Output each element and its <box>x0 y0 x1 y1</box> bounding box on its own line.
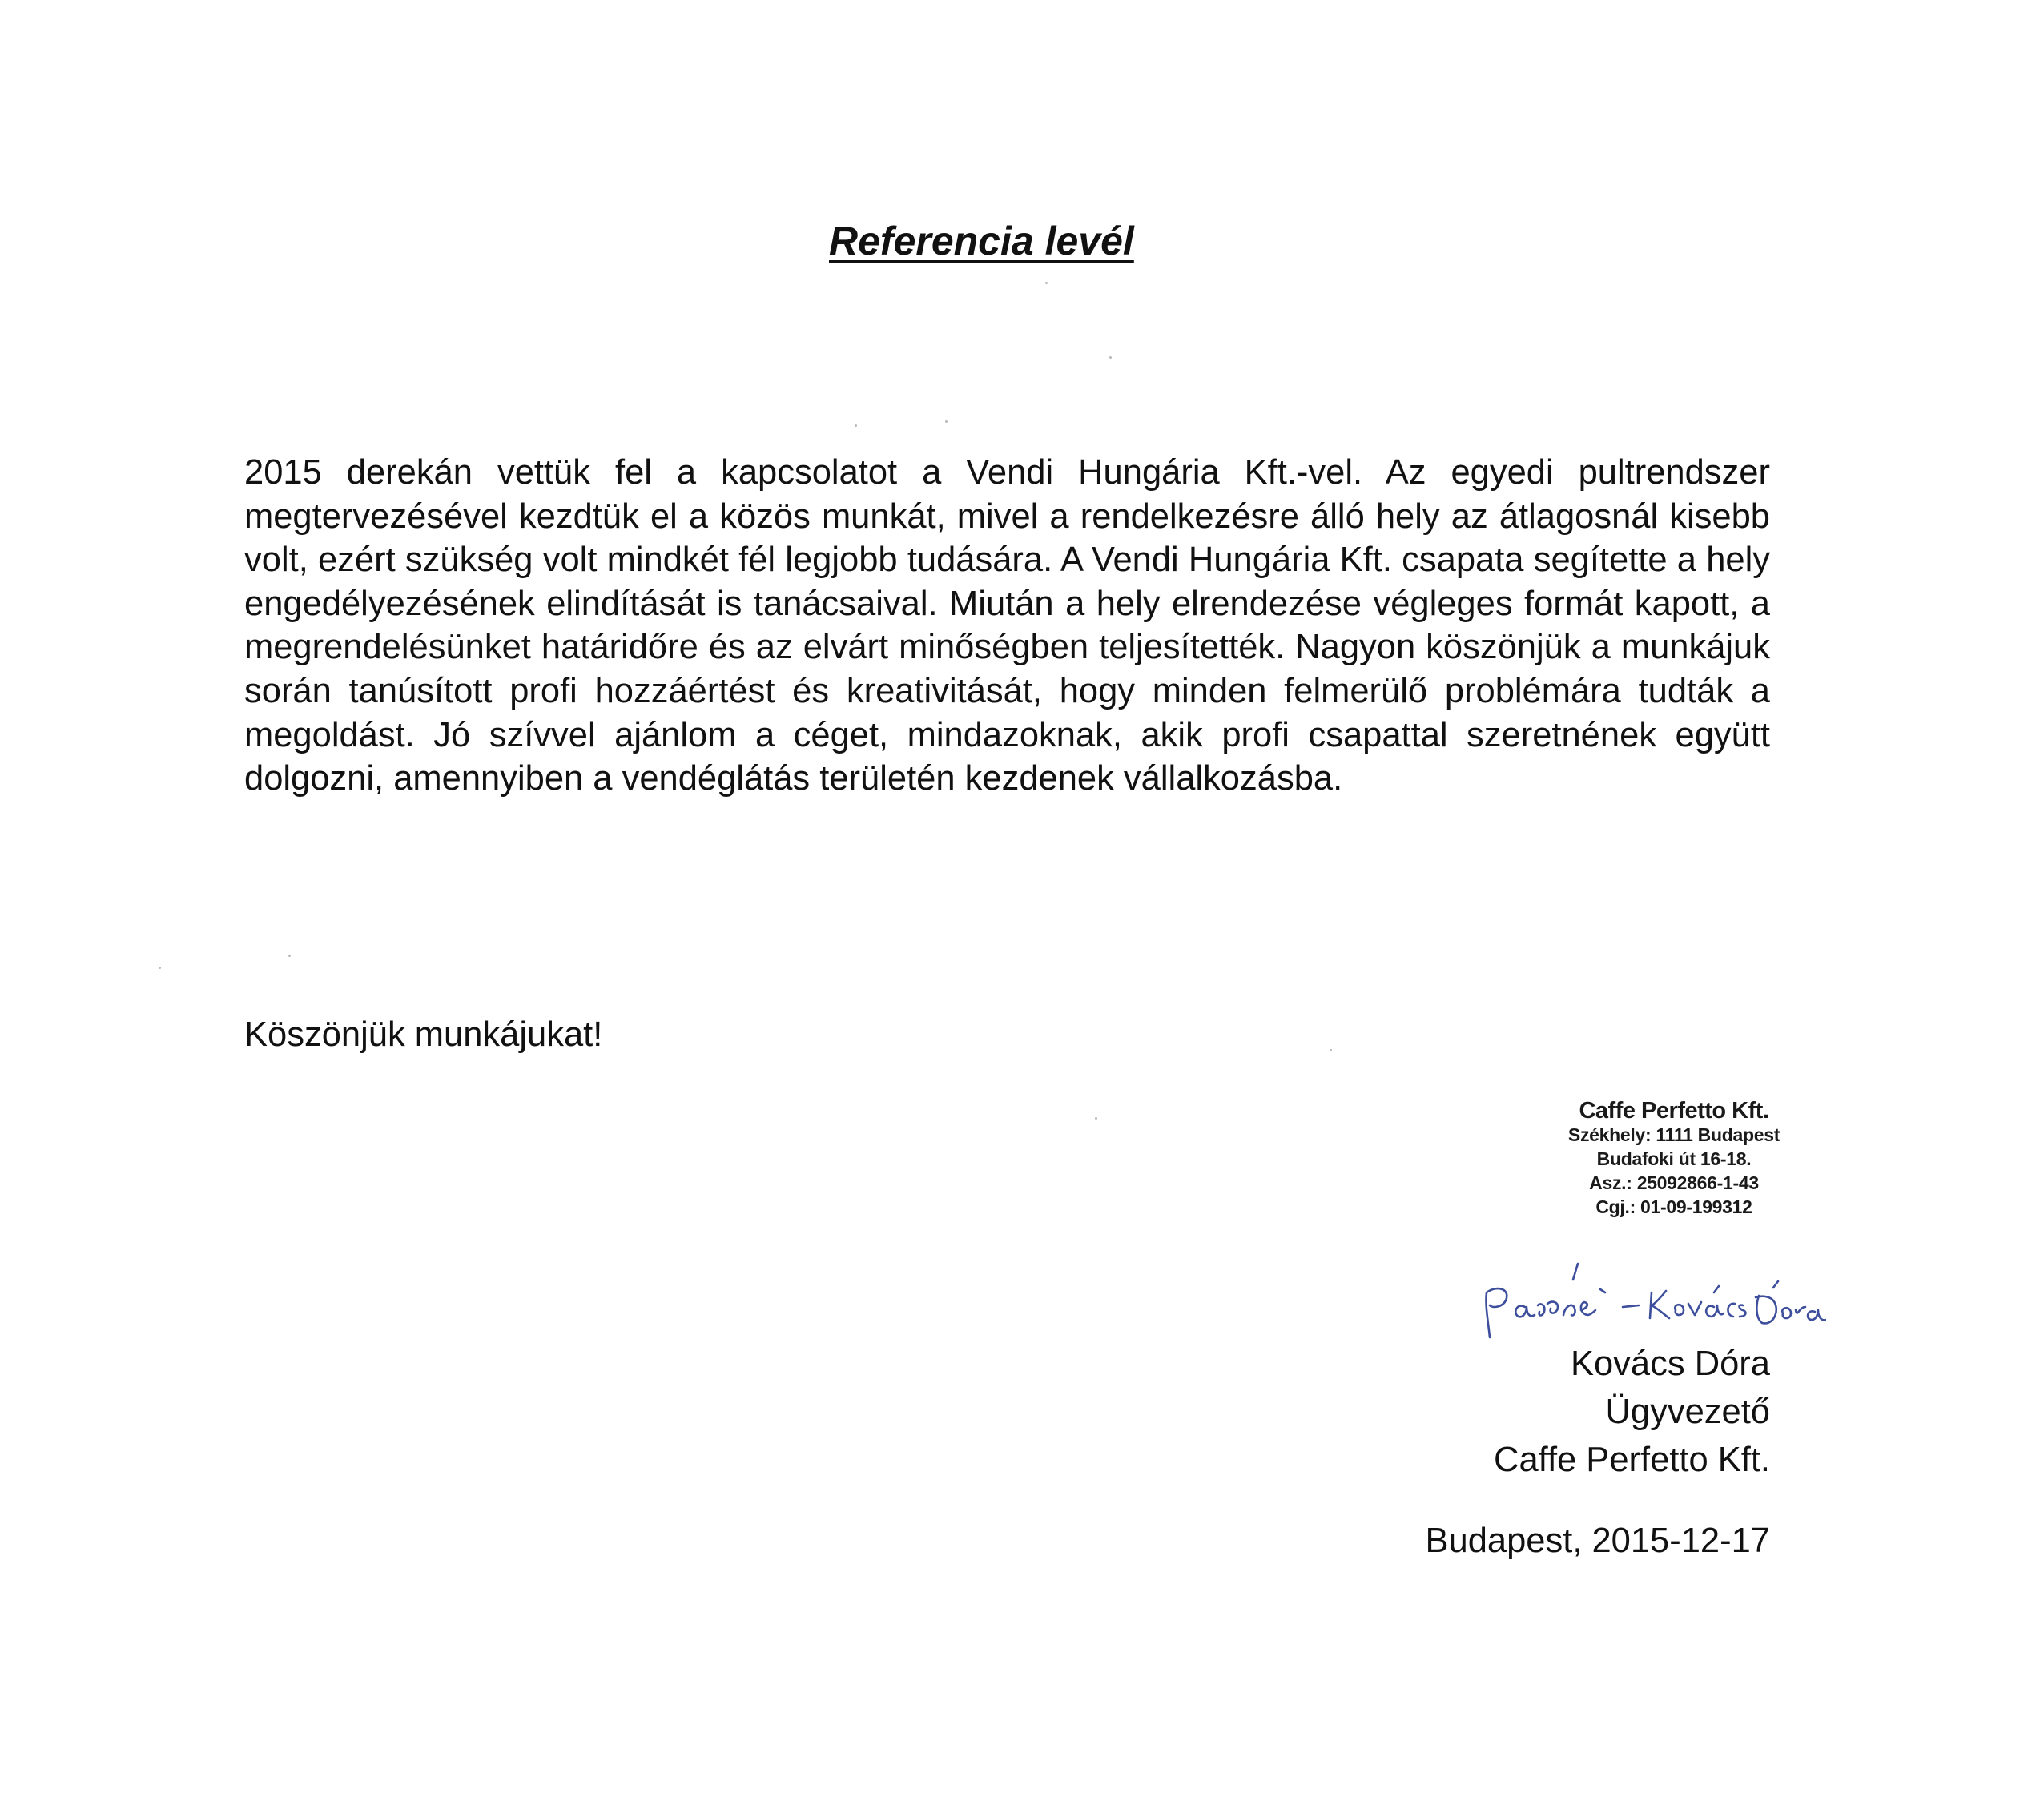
scan-speck <box>1330 1049 1332 1051</box>
scan-speck <box>288 955 291 957</box>
company-stamp <box>1538 1099 1810 1219</box>
stamp-company-name: Caffe Perfetto Kft. <box>1579 1098 1769 1124</box>
stamp-registration-number: Cgj.: 01-09-199312 <box>1595 1196 1752 1217</box>
letter-closing: Köszönjük munkájukat! <box>244 1015 603 1054</box>
signatory-block <box>1494 1340 1770 1484</box>
handwritten-signature <box>1474 1257 1826 1345</box>
scan-speck <box>1045 282 1048 284</box>
stamp-seat: Székhely: 1111 Budapest <box>1567 1124 1780 1145</box>
place-and-date: Budapest, 2015-12-17 <box>1425 1522 1770 1560</box>
scan-speck <box>1109 356 1112 359</box>
signatory-company: Caffe Perfetto Kft. <box>1494 1441 1770 1479</box>
letter-body: 2015 derekán vettük fel a kapcsolatot a Vendi Hungária Kft.-vel. Az egyedi pultrendszer megtervezésével kezdtük el a közös munkát, mivel a rendelkezésre álló hely az átlagosnál kisebb volt, ezért szükség volt mindkét fél legjobb tudására. A Vendi Hungária Kft. csapata segítette a hely engedélyezésének elindítását is tanácsaival. Miután a hely elrendezése végleges formát kapott, a megrendelésünket határidőre és az elvárt minőségben teljesítették. Nagyon köszönjük a munkájuk során tanúsított profi hozzáértést és kreativitását, hogy minden felmerülő problémára tudták a megoldást. Jó szívvel ajánlom a céget, mindazoknak, akik profi csapattal szeretnének együtt dolgozni, amennyiben a vendéglátás területén kezdenek vállalkozásba. <box>244 453 1770 798</box>
signatory-name: Kovács Dóra <box>1570 1345 1770 1383</box>
letter-title: Referencia levél <box>829 219 1134 263</box>
scan-speck <box>159 967 161 969</box>
scan-speck <box>855 424 857 427</box>
stamp-street: Budafoki út 16-18. <box>1596 1148 1752 1169</box>
signatory-role: Ügyvezető <box>1605 1393 1770 1431</box>
scan-speck <box>945 420 948 423</box>
scan-speck <box>1095 1117 1097 1120</box>
stamp-tax-number: Asz.: 25092866-1-43 <box>1589 1172 1759 1193</box>
